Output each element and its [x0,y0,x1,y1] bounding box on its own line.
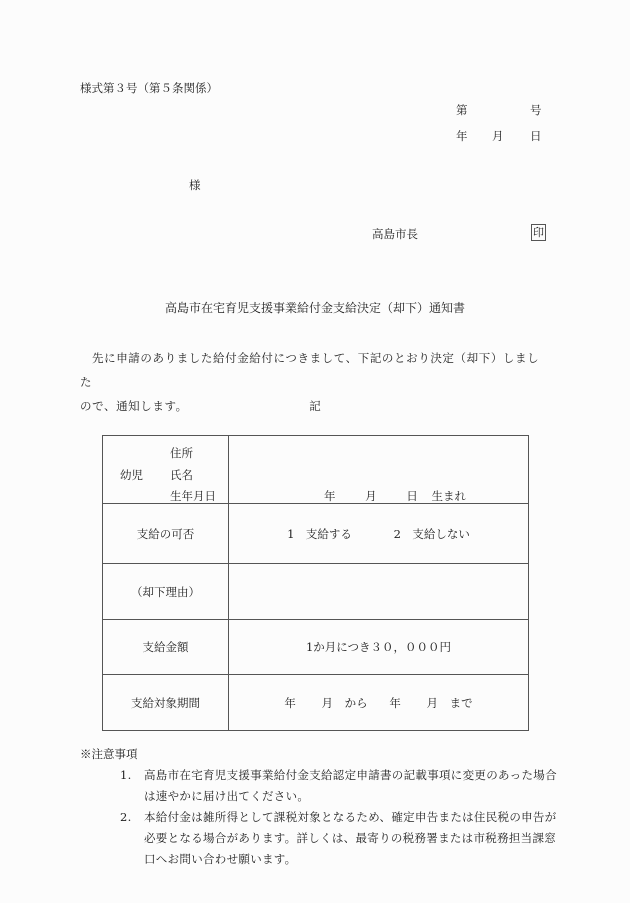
approval-label: 支給の可否 [103,504,229,564]
ki-heading: 記 [309,399,321,413]
period-label: 支給対象期間 [103,675,229,731]
option-deny[interactable]: 2 支給しない [393,526,470,541]
period-to-month: 月 [426,695,438,710]
notes-heading: ※注意事項 [80,747,138,761]
period-from-year: 年 [284,695,296,710]
period-from-word: から [344,695,368,710]
table-row-child [103,436,529,504]
option-approve[interactable]: 1 支給する [287,526,352,541]
rejection-reason-label: （却下理由） [103,564,229,620]
birth-day: 日 [406,489,418,503]
birthdate-label: 生年月日 [170,489,216,503]
rejection-reason-value[interactable] [229,564,529,620]
table-row-rejection-reason [103,564,529,620]
decision-table [102,435,529,731]
doc-number-suffix: 号 [530,103,542,117]
date-month: 月 [492,129,504,143]
issuer-name: 高島市長 [372,227,418,241]
birth-year: 年 [324,489,336,503]
amount-value: 1か月につき３０，０００円 [229,620,529,675]
approval-value-cell [229,504,529,564]
name-label: 氏名 [170,468,193,482]
document-title: 高島市在宅育児支援事業給付金支給決定（却下）通知書 [164,301,465,315]
table-row-approval [103,504,529,564]
seal-stamp-icon: 印 [533,226,544,239]
birthdate-value [324,488,466,504]
amount-label: 支給金額 [103,620,229,675]
body-line-2: ので、通知します。 [80,399,188,413]
birth-suffix: 生まれ [431,489,466,503]
form-number: 様式第３号（第５条関係） [80,81,218,95]
note-item [120,765,560,807]
table-row-period [103,675,529,731]
date-year: 年 [456,129,468,143]
date-day: 日 [530,129,542,143]
doc-number-prefix: 第 [456,103,468,117]
note-number: 1. [120,768,132,782]
body-line-1: 先に申請のありました給付金給付につきまして、下記のとおり決定（却下）しました [80,351,540,389]
note-number: 2. [120,810,132,824]
address-label: 住所 [170,446,193,460]
period-from-month: 月 [321,695,334,710]
addressee-suffix: 様 [189,178,201,192]
birth-month: 月 [365,489,377,503]
table-row-amount [103,620,529,675]
child-label-cell [103,436,229,504]
note-item [120,807,560,870]
note-text: 高島市在宅育児支援事業給付金支給認定申請書の記載事項に変更のあった場合は速やかに届け出てください。 [144,768,557,803]
period-to-year: 年 [389,695,401,710]
period-value-cell [229,675,529,731]
child-group-label: 幼児 [120,468,143,482]
child-value-cell[interactable] [229,436,529,504]
period-to-word: まで [449,695,473,710]
note-text: 本給付金は雑所得として課税対象となるため、確定申告または住民税の申告が必要となる場合があります。詳しくは、最寄りの税務署または市税務担当課窓口へお問い合わせ願います。 [144,810,557,866]
